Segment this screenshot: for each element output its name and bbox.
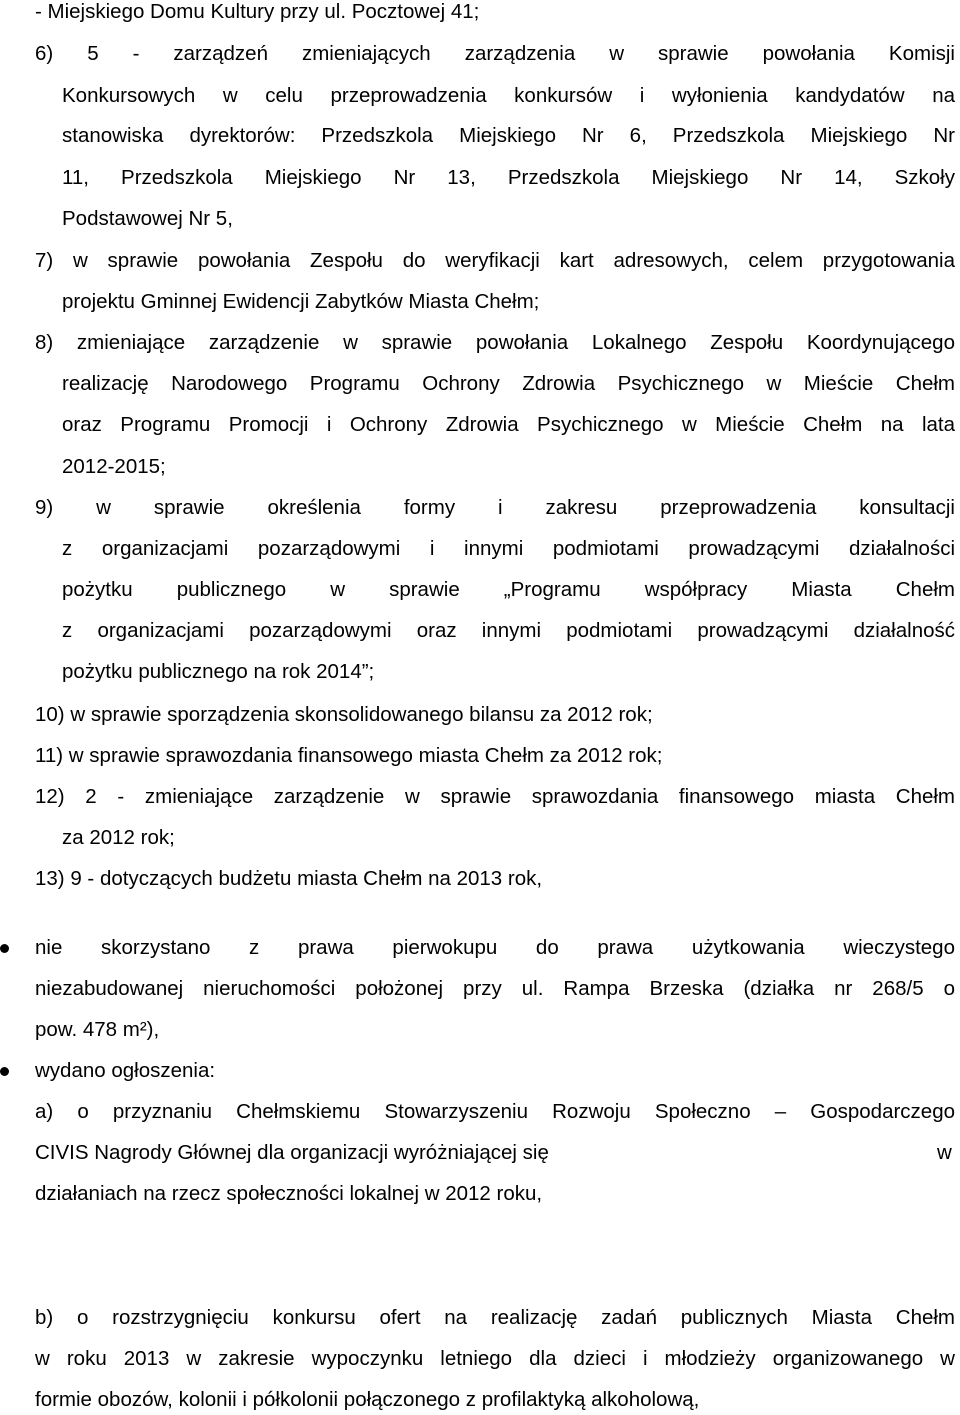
list-item-8-line: realizację Narodowego Programu Ochrony Zdrowia Psychicznego w Mieście Chełm	[62, 372, 955, 395]
text-line: - Miejskiego Domu Kultury przy ul. Pocztowej 41;	[35, 0, 480, 23]
sub-item-a-line: a) o przyznaniu Chełmskiemu Stowarzyszeniu Rozwoju Społeczno – Gospodarczego	[35, 1100, 955, 1123]
sub-item-a-line: działaniach na rzecz społeczności lokalnej w 2012 roku,	[35, 1182, 543, 1205]
sub-item-a-line: CIVIS Nagrody Głównej dla organizacji wyróżniającej się	[35, 1141, 549, 1164]
list-item-9-line: pożytku publicznego na rok 2014”;	[62, 660, 375, 683]
sub-item-b-line: b) o rozstrzygnięciu konkursu ofert na realizację zadań publicznych Miasta Chełm	[35, 1306, 955, 1329]
sub-item-b-line: formie obozów, kolonii i półkolonii połączonego z profilaktyką alkoholową,	[35, 1388, 700, 1411]
list-item-9-line: z organizacjami pozarządowymi i innymi podmiotami prowadzącymi działalności	[62, 537, 955, 560]
bullet-item-1-line: niezabudowanej nieruchomości położonej przy ul. Rampa Brzeska (działka nr 268/5 o	[35, 977, 955, 1000]
list-item-12-line: za 2012 rok;	[62, 826, 175, 849]
list-item-8-line: oraz Programu Promocji i Ochrony Zdrowia Psychicznego w Mieście Chełm na lata	[62, 413, 955, 436]
sub-item-b-line: w roku 2013 w zakresie wypoczynku letniego dla dzieci i młodzieży organizowanego w	[35, 1347, 955, 1370]
list-item-6-line: 11, Przedszkola Miejskiego Nr 13, Przedszkola Miejskiego Nr 14, Szkoły	[62, 166, 955, 189]
list-item-6-line: stanowiska dyrektorów: Przedszkola Miejskiego Nr 6, Przedszkola Miejskiego Nr	[62, 124, 955, 147]
list-item-6-line: Podstawowej Nr 5,	[62, 207, 233, 230]
list-item-6-line: Konkursowych w celu przeprowadzenia konkursów i wyłonienia kandydatów na	[62, 84, 955, 107]
list-item-9-line: z organizacjami pozarządowymi oraz innymi podmiotami prowadzącymi działalność	[62, 619, 955, 642]
list-item-9-line: pożytku publicznego w sprawie „Programu współpracy Miasta Chełm	[62, 578, 955, 601]
list-item-7-line: 7) w sprawie powołania Zespołu do weryfikacji kart adresowych, celem przygotowania	[35, 249, 955, 272]
list-item-8-line: 2012-2015;	[62, 455, 166, 478]
list-item-6-line: 6) 5 - zarządzeń zmieniających zarządzenia w sprawie powołania Komisji	[35, 42, 955, 65]
list-item-11: 11) w sprawie sprawozdania finansowego miasta Chełm za 2012 rok;	[35, 744, 663, 767]
sub-item-a-line: w	[937, 1141, 952, 1164]
bullet-item-2: wydano ogłoszenia:	[35, 1059, 216, 1082]
list-item-8-line: 8) zmieniające zarządzenie w sprawie powołania Lokalnego Zespołu Koordynującego	[35, 331, 955, 354]
bullet-icon	[0, 944, 9, 953]
list-item-10: 10) w sprawie sporządzenia skonsolidowanego bilansu za 2012 rok;	[35, 703, 653, 726]
bullet-item-1-line: nie skorzystano z prawa pierwokupu do prawa użytkowania wieczystego	[35, 936, 955, 959]
list-item-9-line: 9) w sprawie określenia formy i zakresu przeprowadzenia konsultacji	[35, 496, 955, 519]
bullet-item-1-line: pow. 478 m²),	[35, 1018, 160, 1041]
list-item-12-line: 12) 2 - zmieniające zarządzenie w sprawie sprawozdania finansowego miasta Chełm	[35, 785, 955, 808]
list-item-7-line: projektu Gminnej Ewidencji Zabytków Miasta Chełm;	[62, 290, 540, 313]
bullet-icon	[0, 1067, 9, 1076]
list-item-13: 13) 9 - dotyczących budżetu miasta Chełm na 2013 rok,	[35, 867, 543, 890]
